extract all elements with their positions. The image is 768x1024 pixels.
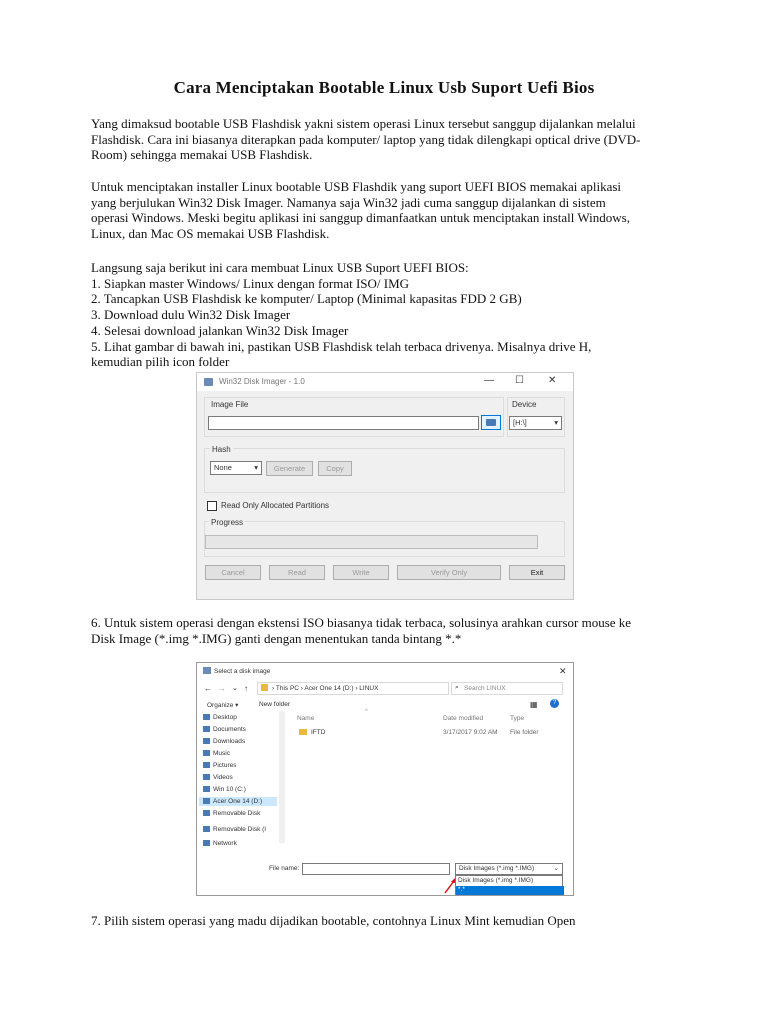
network-icon	[203, 840, 210, 846]
write-button[interactable]: Write	[333, 565, 389, 580]
nav-item-pictures[interactable]	[203, 762, 236, 769]
text-line: 5. Lihat gambar di bawah ini, pastikan USB Flashdisk telah terbaca drivenya. Misalnya drive H,	[91, 338, 592, 354]
minimize-button[interactable]: —	[484, 375, 494, 386]
forward-arrow-icon[interactable]: →	[218, 684, 226, 693]
text-line: Yang dimaksud bootable USB Flashdisk yakni sistem operasi Linux tersebut sanggup dijalankan melalui	[91, 116, 636, 131]
back-arrow-icon[interactable]: ←	[204, 684, 212, 693]
dialog-title: Select a disk image	[214, 668, 271, 675]
device-label: Device	[512, 400, 537, 409]
nav-item-drive-d[interactable]	[199, 797, 277, 806]
nav-label: Network	[213, 840, 237, 847]
text-line: Untuk menciptakan installer Linux bootable USB Flashdik yang suport UEFI BIOS memakai aplikasi	[91, 179, 622, 194]
image-file-label: Image File	[211, 400, 249, 409]
text-line: 2. Tancapkan USB Flashdisk ke komputer/ Laptop (Minimal kapasitas FDD 2 GB)	[91, 291, 522, 307]
title-bar	[197, 373, 573, 391]
window-title: Win32 Disk Imager - 1.0	[219, 377, 305, 386]
intro-paragraph	[91, 116, 681, 163]
file-name-label: File name:	[269, 865, 300, 872]
file-type-select[interactable]	[455, 863, 563, 875]
hash-select[interactable]	[210, 461, 262, 475]
breadcrumb: › This PC › Acer One 14 (D:) › LINUX	[272, 685, 379, 692]
nav-item-removable-disk-2[interactable]	[203, 826, 266, 833]
verify-only-button[interactable]: Verify Only	[397, 565, 501, 580]
read-button[interactable]: Read	[269, 565, 325, 580]
text-line: 4. Selesai download jalankan Win32 Disk Imager	[91, 322, 349, 338]
organize-button[interactable]: Organize ▾	[207, 702, 239, 709]
sort-arrow-icon: ^	[365, 709, 368, 715]
document-title: Cara Menciptakan Bootable Linux Usb Suport Uefi Bios	[173, 78, 595, 97]
file-row-date: 3/17/2017 9:02 AM	[443, 729, 498, 736]
file-type-option[interactable]: Disk Images (*.img *.IMG)	[458, 877, 534, 884]
nav-label: Videos	[213, 774, 233, 781]
app-icon	[204, 378, 213, 386]
select-disk-image-dialog-screenshot	[196, 662, 574, 896]
device-select[interactable]	[509, 416, 562, 430]
text-line: operasi Windows. Meski begitu aplikasi ini sanggup dimanfaatkan untuk menciptakan install Windows,	[91, 210, 630, 226]
nav-label: Win 10 (C:)	[213, 786, 246, 793]
search-icon: ⌕	[455, 684, 459, 691]
nav-item-documents[interactable]	[203, 726, 246, 733]
installer-paragraph	[91, 179, 681, 242]
chevron-down-icon: ▾	[254, 463, 258, 472]
text-line: Langsung saja berikut ini cara membuat Linux USB Suport UEFI BIOS:	[91, 260, 469, 275]
dialog-close-button[interactable]: ✕	[559, 666, 567, 676]
maximize-button[interactable]: ☐	[515, 375, 524, 386]
file-name-input[interactable]	[302, 863, 450, 875]
up-arrow-icon[interactable]: ↑	[244, 684, 248, 693]
nav-label: Desktop	[213, 714, 237, 721]
videos-icon	[203, 774, 210, 780]
nav-label: Removable Disk (I	[213, 826, 267, 833]
close-button[interactable]: ✕	[548, 375, 557, 386]
help-icon[interactable]: ?	[550, 699, 559, 708]
red-arrow-annotation	[443, 875, 457, 895]
progress-bar	[205, 535, 538, 549]
win32-disk-imager-screenshot	[196, 372, 574, 600]
column-header-name[interactable]: Name	[297, 715, 315, 722]
text-line: Linux, dan Mac OS memakai USB Flashdisk.	[91, 226, 330, 242]
chevron-down-icon: ▾	[554, 418, 558, 427]
file-type-value: Disk Images (*.img *.IMG)	[459, 865, 535, 872]
nav-scrollbar[interactable]	[279, 711, 285, 843]
folder-browse-button[interactable]	[481, 415, 501, 430]
nav-item-downloads[interactable]	[203, 738, 245, 745]
nav-label: Removable Disk	[213, 810, 261, 817]
nav-label: Documents	[213, 726, 246, 733]
copy-button[interactable]: Copy	[318, 461, 352, 476]
address-bar[interactable]	[257, 682, 449, 695]
dialog-icon	[203, 667, 211, 674]
nav-label: Pictures	[213, 762, 237, 769]
nav-item-videos[interactable]	[203, 774, 233, 781]
drive-icon	[203, 798, 210, 804]
removable-disk-icon	[203, 826, 210, 832]
nav-label: Acer One 14 (D:)	[213, 798, 263, 805]
downloads-icon	[203, 738, 210, 744]
desktop-icon	[203, 714, 210, 720]
text-line: 6. Untuk sistem operasi dengan ekstensi ISO biasanya tidak terbaca, solusinya arahkan cursor mouse ke	[91, 615, 632, 630]
nav-item-desktop[interactable]	[203, 714, 237, 721]
folder-icon	[299, 729, 307, 735]
folder-icon	[261, 684, 268, 691]
text-line: Disk Image (*.img *.IMG) ganti dengan menentukan tanda bintang *.*	[91, 630, 462, 646]
step-seven-paragraph	[91, 913, 681, 929]
read-only-label: Read Only Allocated Partitions	[221, 501, 330, 510]
step-six-paragraph	[91, 615, 681, 646]
exit-button[interactable]: Exit	[509, 565, 565, 580]
device-value: [H:\]	[513, 418, 527, 427]
progress-label: Progress	[211, 518, 244, 527]
text-line: 3. Download dulu Win32 Disk Imager	[91, 307, 291, 323]
text-line: 1. Siapkan master Windows/ Linux dengan format ISO/ IMG	[91, 275, 410, 291]
hash-value: None	[214, 463, 232, 472]
folder-icon	[486, 419, 496, 426]
nav-label: Downloads	[213, 738, 246, 745]
nav-item-music[interactable]	[203, 750, 230, 757]
text-line: kemudian pilih icon folder	[91, 354, 230, 370]
text-line: Flashdisk. Cara ini biasanya diterapkan pada komputer/ laptop yang tidak dilengkapi optical drive (DVD-	[91, 131, 641, 147]
generate-button[interactable]: Generate	[266, 461, 313, 476]
file-type-option-selected[interactable]: *.*	[456, 886, 564, 895]
navigation-pane	[197, 711, 279, 871]
nav-label: Music	[213, 750, 230, 757]
search-placeholder: Search LINUX	[464, 685, 506, 692]
chevron-down-icon: ⌄	[553, 865, 559, 872]
nav-item-network[interactable]	[203, 840, 237, 847]
removable-disk-icon	[203, 810, 210, 816]
column-header-date[interactable]: Date modified	[443, 715, 484, 722]
search-input[interactable]	[451, 682, 563, 695]
text-line: yang berjulukan Win32 Disk Imager. Namanya saja Win32 jadi cuma sanggup dijalankan di sistem	[91, 194, 606, 210]
image-file-input[interactable]	[208, 416, 479, 430]
nav-item-drive-c[interactable]	[203, 786, 246, 793]
read-only-checkbox[interactable]	[207, 501, 217, 511]
recent-chevron-icon[interactable]: ⌄	[232, 685, 238, 692]
file-row-name[interactable]: IFTD	[311, 729, 326, 736]
music-icon	[203, 750, 210, 756]
column-header-type[interactable]: Type	[510, 715, 525, 722]
text-line: 7. Pilih sistem operasi yang madu dijadikan bootable, contohnya Linux Mint kemudian Open	[91, 913, 576, 928]
new-folder-button[interactable]: New folder	[259, 701, 291, 708]
steps-paragraph	[91, 260, 681, 370]
hash-label: Hash	[212, 445, 231, 454]
drive-icon	[203, 786, 210, 792]
text-line: Room) sehingga memakai USB Flashdisk.	[91, 147, 313, 163]
pictures-icon	[203, 762, 210, 768]
file-row-type: File folder	[510, 729, 539, 736]
documents-icon	[203, 726, 210, 732]
cancel-button[interactable]: Cancel	[205, 565, 261, 580]
nav-item-removable-disk[interactable]	[203, 810, 260, 817]
file-type-dropdown	[455, 875, 563, 896]
view-options-icon[interactable]: ▦	[530, 700, 538, 709]
